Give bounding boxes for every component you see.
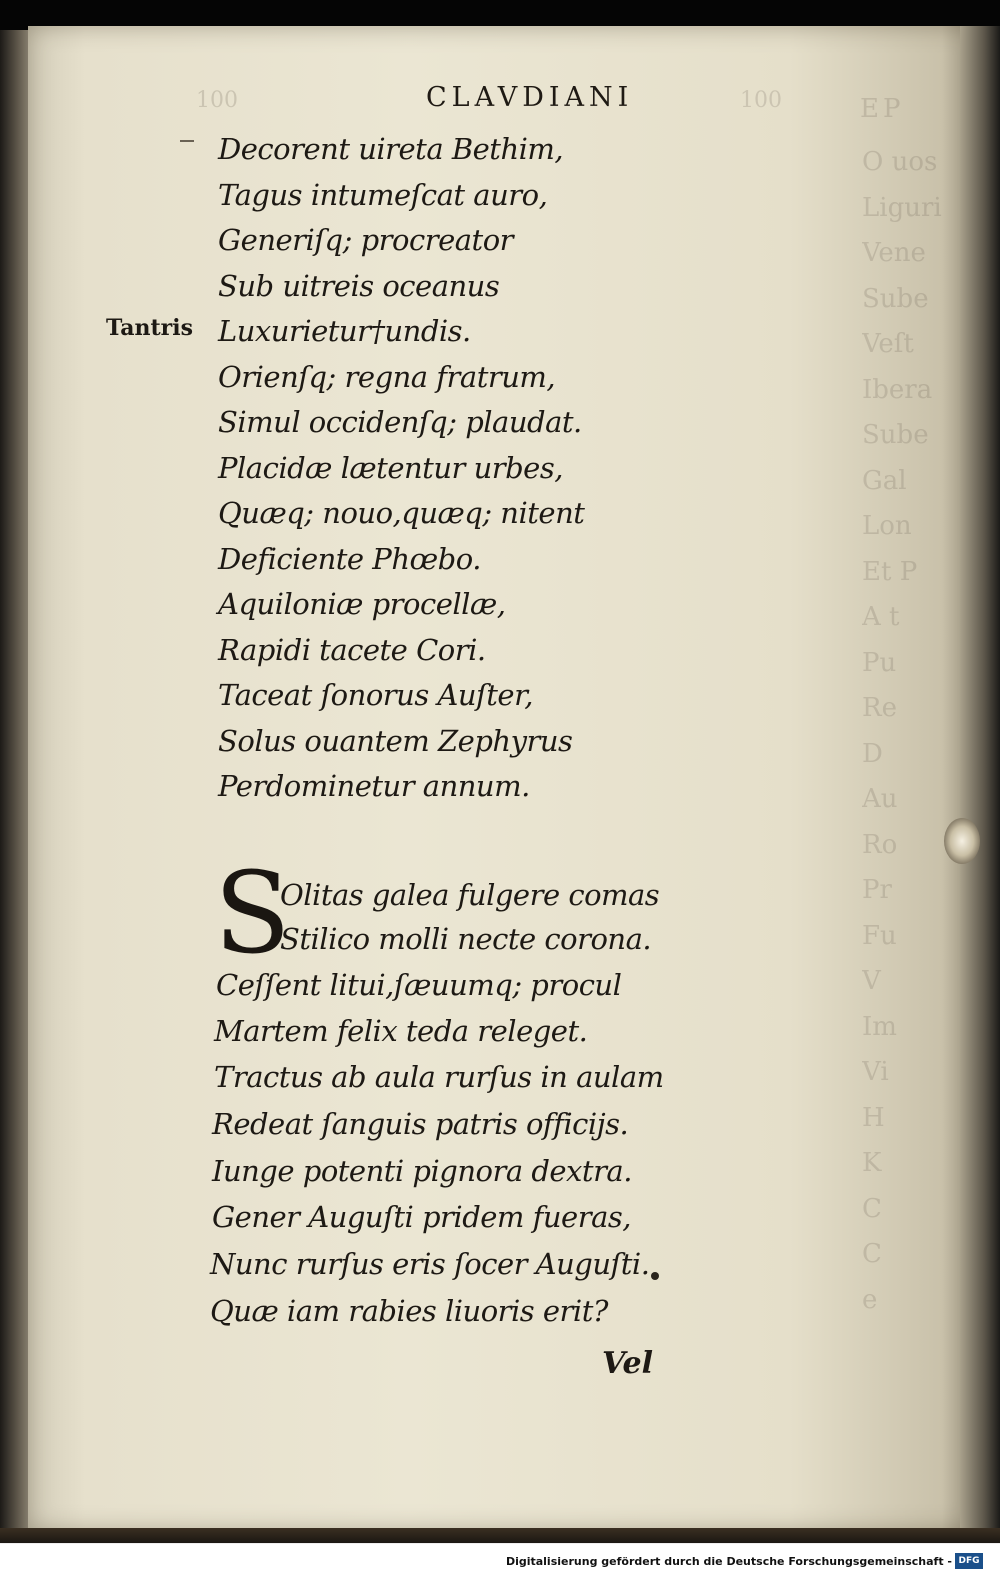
verse-line: Tractus ab aula rurſus in aulam bbox=[214, 1060, 664, 1094]
verse-line: Aquiloniæ procellæ, bbox=[218, 587, 506, 621]
verse-line: Decorent uireta Bethim, bbox=[218, 132, 564, 166]
ink-dot bbox=[651, 1272, 659, 1280]
verse-line: Gener Auguſti pridem fueras, bbox=[212, 1200, 631, 1234]
verse-line: Deficiente Phœbo. bbox=[218, 541, 481, 576]
verse-line: Quæ iam rabies liuoris erit? bbox=[210, 1294, 608, 1328]
margin-note: Tantris bbox=[106, 315, 194, 341]
verse-line: Luxurietur†undis. bbox=[218, 314, 471, 348]
head-dash-mark bbox=[180, 140, 194, 142]
catchword: Vel bbox=[602, 1346, 654, 1381]
verse-line: Simul occidenſq; plaudat. bbox=[218, 405, 582, 439]
page-hole bbox=[944, 818, 980, 864]
verse-line: Solus ouantem Zephyrus bbox=[218, 723, 573, 758]
verse-line: Quæq; nouo,quæq; nitent bbox=[218, 496, 585, 530]
show-through-folio: 100 bbox=[196, 88, 238, 113]
verse-line: Olitas galea fulgere comas bbox=[280, 878, 660, 912]
verse-line: Orienſq; regna fratrum, bbox=[218, 359, 556, 394]
drop-cap: S bbox=[214, 849, 291, 979]
verse-line: Generiſq; procreator bbox=[218, 223, 514, 257]
show-through-text: O uos Liguri Vene Sube Veſt Ibera Sube Gal Lon Et P A t Pu Re D Au Ro Pr Fu V Im Vi H K C C e bbox=[862, 147, 942, 1315]
verse-line: Perdominetur annum. bbox=[218, 769, 530, 803]
verse-line: Stilico molli necte corona. bbox=[280, 922, 652, 956]
verse-line: Taceat ſonorus Auſter, bbox=[218, 678, 533, 712]
running-head: CLAVDIANI bbox=[426, 82, 634, 113]
verse-line: Martem felix teda releget. bbox=[214, 1014, 588, 1048]
show-through-heading: EP bbox=[860, 94, 905, 124]
show-through-folio-right: 100 bbox=[740, 88, 782, 113]
verse-line: Rapidi tacete Cori. bbox=[218, 632, 486, 667]
verse-line: Sub uitreis oceanus bbox=[218, 268, 500, 303]
scan-right-page-curl bbox=[960, 26, 1000, 1531]
verse-line: Redeat ſanguis patris officijs. bbox=[212, 1107, 629, 1141]
digitization-credit: Digitalisierung gefördert durch die Deutsche Forschungsgemeinschaft - bbox=[505, 1555, 952, 1568]
verse-line: Tagus intumeſcat auro, bbox=[218, 177, 548, 212]
scan-left-binding-edge bbox=[0, 30, 30, 1535]
verse-line: Ceſſent litui,ſæuumq; procul bbox=[216, 968, 622, 1002]
verse-line: Nunc rurſus eris ſocer Auguſti. bbox=[210, 1247, 650, 1281]
verse-line: Placidæ lætentur urbes, bbox=[218, 450, 563, 485]
dfg-logo: DFG bbox=[955, 1553, 983, 1569]
verse-line: Iunge potenti pignora dextra. bbox=[212, 1154, 632, 1188]
